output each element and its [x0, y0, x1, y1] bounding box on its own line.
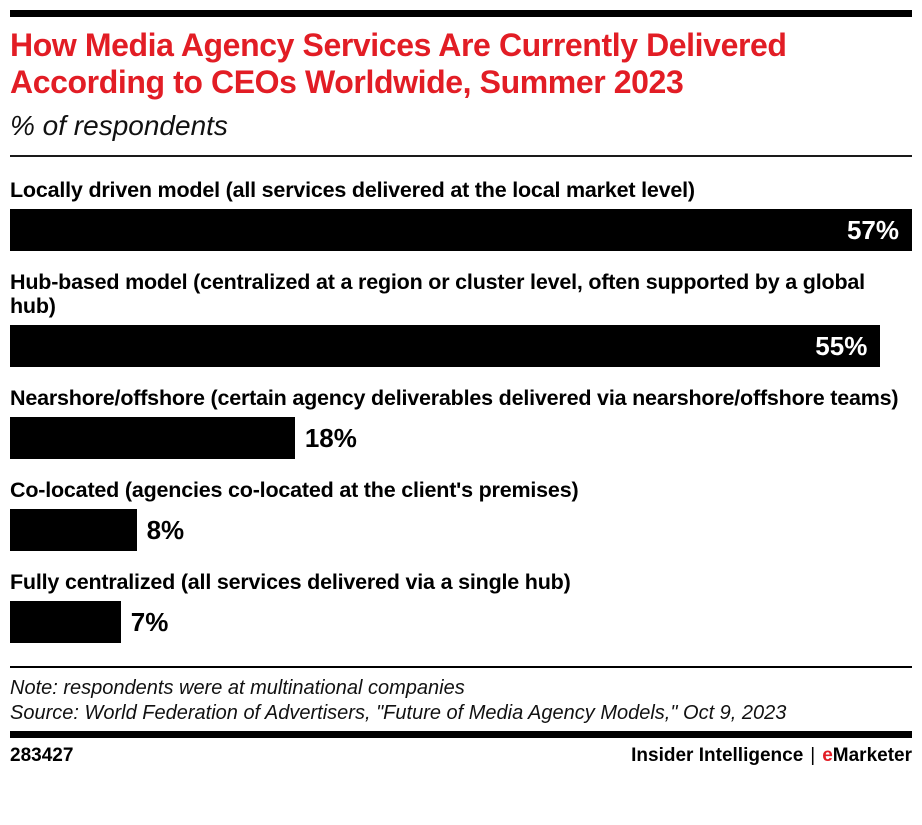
header-divider — [10, 155, 912, 157]
brand-emarketer — [822, 745, 912, 766]
page-subtitle: % of respondents — [10, 110, 228, 141]
bar-category-label: Nearshore/offshore (certain agency deliverables delivered via nearshore/offshore teams) — [10, 386, 899, 410]
footer-rule — [10, 731, 912, 738]
bar-category-label: Locally driven model (all services delivered at the local market level) — [10, 178, 695, 202]
bar-category-label: Co-located (agencies co-located at the client's premises) — [10, 478, 579, 502]
bar-category-label: Fully centralized (all services delivered via a single hub) — [10, 570, 571, 594]
bar-value-label: 8% — [146, 514, 185, 545]
bar-row — [10, 570, 912, 643]
footnote-divider — [10, 666, 912, 668]
bar — [10, 509, 137, 551]
bar-value-label: 7% — [130, 606, 169, 637]
bar — [10, 209, 912, 251]
bar — [10, 325, 880, 367]
bar-track — [10, 209, 912, 251]
brand-accent-e: e — [822, 745, 833, 766]
brand-rest: Marketer — [832, 745, 912, 766]
bar-track — [10, 509, 912, 551]
footnote — [10, 676, 912, 726]
bar-row — [10, 178, 912, 251]
source-text: Source: World Federation of Advertisers, "Future of Media Agency Models," Oct 9, 2023 — [10, 702, 787, 724]
bar-track — [10, 325, 912, 367]
top-rule — [10, 10, 912, 17]
note-text: Note: respondents were at multinational companies — [10, 677, 465, 699]
page-title: How Media Agency Services Are Currently Delivered According to CEOs Worldwide, Summer 2023 — [10, 27, 787, 100]
brand-insider-intelligence: Insider Intelligence — [631, 745, 804, 766]
footer — [10, 745, 912, 767]
bar-row — [10, 386, 912, 459]
bar — [10, 417, 295, 459]
bar-value-label: 57% — [846, 214, 899, 245]
bar-track — [10, 417, 912, 459]
bar-chart — [10, 178, 912, 643]
bar — [10, 601, 121, 643]
bar-category-label: Hub-based model (centralized at a region or cluster level, often supported by a global hub) — [10, 270, 865, 318]
bar-row — [10, 270, 912, 367]
chart-id: 283427 — [10, 745, 74, 766]
bar-track — [10, 601, 912, 643]
bar-row — [10, 478, 912, 551]
bar-value-label: 18% — [304, 422, 357, 453]
brand-lockup — [631, 745, 912, 767]
bar-value-label: 55% — [815, 330, 868, 361]
brand-separator: | — [810, 745, 816, 766]
